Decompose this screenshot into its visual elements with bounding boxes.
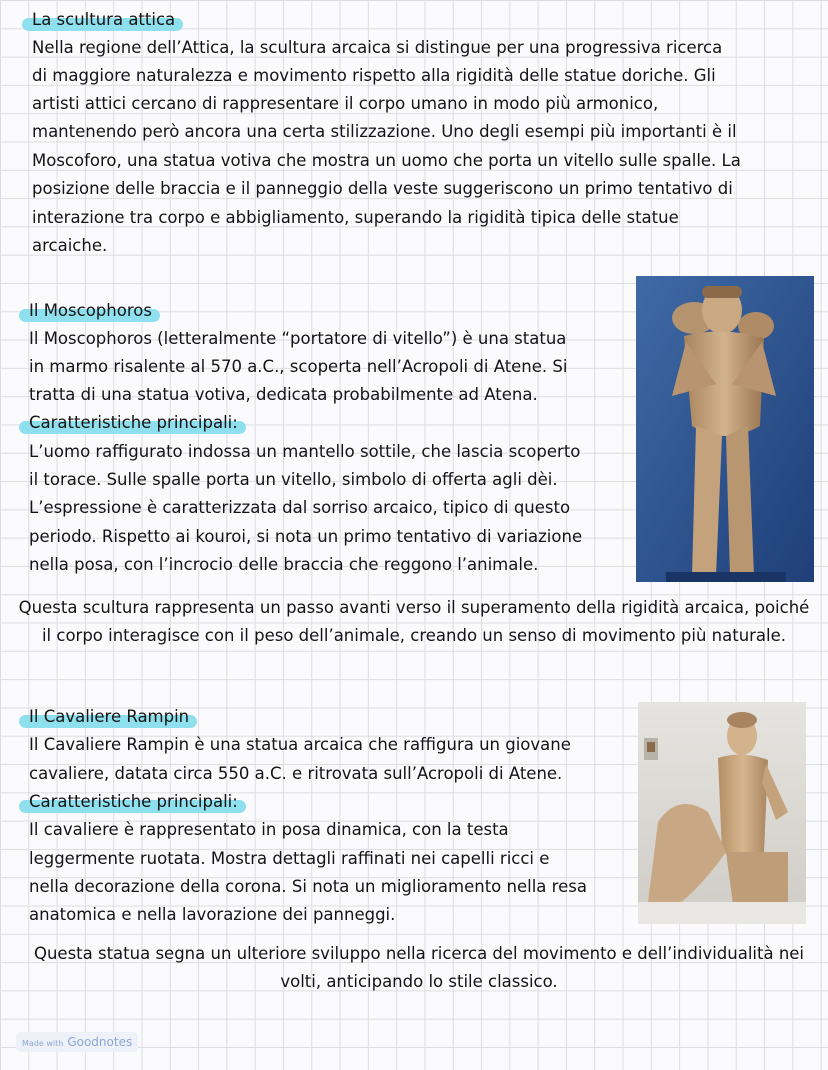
text-line: leggermente ruotata. Mostra dettagli raffinati nei capelli ricci e: [29, 849, 550, 868]
text-line: anatomica e nella lavorazione dei panneggi.: [29, 905, 396, 924]
text-line: Nella regione dell’Attica, la scultura arcaica si distingue per una progressiva ricerca: [32, 38, 723, 57]
text-line: interazione tra corpo e abbigliamento, superando la rigidità tipica delle statue: [32, 208, 679, 227]
text-line: mantenendo però ancora una certa stilizzazione. Uno degli esempi più importanti è il: [32, 122, 737, 141]
text-line: artisti attici cercano di rappresentare il corpo umano in modo più armonico,: [32, 94, 659, 113]
text-line: arcaiche.: [32, 236, 108, 255]
text-line: tratta di una statua votiva, dedicata probabilmente ad Atena.: [29, 385, 538, 404]
text-line: posizione delle braccia e il panneggio della veste suggeriscono un primo tentativo di: [32, 179, 733, 198]
text-line: il torace. Sulle spalle porta un vitello, simbolo di offerta agli dèi.: [29, 470, 558, 489]
rampin-subtitle: Caratteristiche principali:: [29, 788, 238, 816]
section-title-moscophoros: Il Moscophoros: [29, 297, 152, 325]
text-line: nella decorazione della corona. Si nota un miglioramento nella resa: [29, 877, 587, 896]
text-line: in marmo risalente al 570 a.C., scoperta nell’Acropoli di Atene. Si: [29, 357, 568, 376]
text-line: nella posa, con l’incrocio delle braccia che reggono l’animale.: [29, 555, 539, 574]
watermark-brand: Goodnotes: [67, 1035, 133, 1049]
text-line: Moscoforo, una statua votiva che mostra un uomo che porta un vitello sulle spalle. La: [32, 151, 741, 170]
section-title-scultura-attica: La scultura attica: [32, 6, 175, 34]
text-line: cavaliere, datata circa 550 a.C. e ritrovata sull’Acropoli di Atene.: [29, 764, 563, 783]
text-line: Il Cavaliere Rampin è una statua arcaica che raffigura un giovane: [29, 735, 571, 754]
moscophoros-subtitle: Caratteristiche principali:: [29, 409, 238, 437]
text-line: periodo. Rispetto ai kouroi, si nota un primo tentativo di variazione: [29, 527, 583, 546]
text-line: Il cavaliere è rappresentato in posa dinamica, con la testa: [29, 820, 509, 839]
text-line: L’uomo raffigurato indossa un mantello sottile, che lascia scoperto: [29, 442, 581, 461]
text-line: di maggiore naturalezza e movimento rispetto alla rigidità delle statue doriche. Gli: [32, 66, 716, 85]
cavaliere-rampin-image: [638, 702, 806, 924]
watermark-prefix: Made with: [22, 1039, 64, 1048]
text-line: L’espressione è caratterizzata dal sorriso arcaico, tipico di questo: [29, 498, 571, 517]
text-line: Questa statua segna un ulteriore sviluppo nella ricerca del movimento e dell’individualità nei: [33, 944, 805, 963]
goodnotes-watermark: [16, 1032, 138, 1052]
text-line: volti, anticipando lo stile classico.: [280, 972, 558, 991]
text-line: il corpo interagisce con il peso dell’animale, creando un senso di movimento più naturale.: [41, 626, 787, 645]
text-line: Il Moscophoros (letteralmente “portatore di vitello”) è una statua: [29, 329, 567, 348]
section-title-cavaliere-rampin: Il Cavaliere Rampin: [29, 703, 189, 731]
moscophoros-statue-image: [636, 276, 814, 582]
text-line: Questa scultura rappresenta un passo avanti verso il superamento della rigidità arcaica, poiché: [18, 598, 810, 617]
